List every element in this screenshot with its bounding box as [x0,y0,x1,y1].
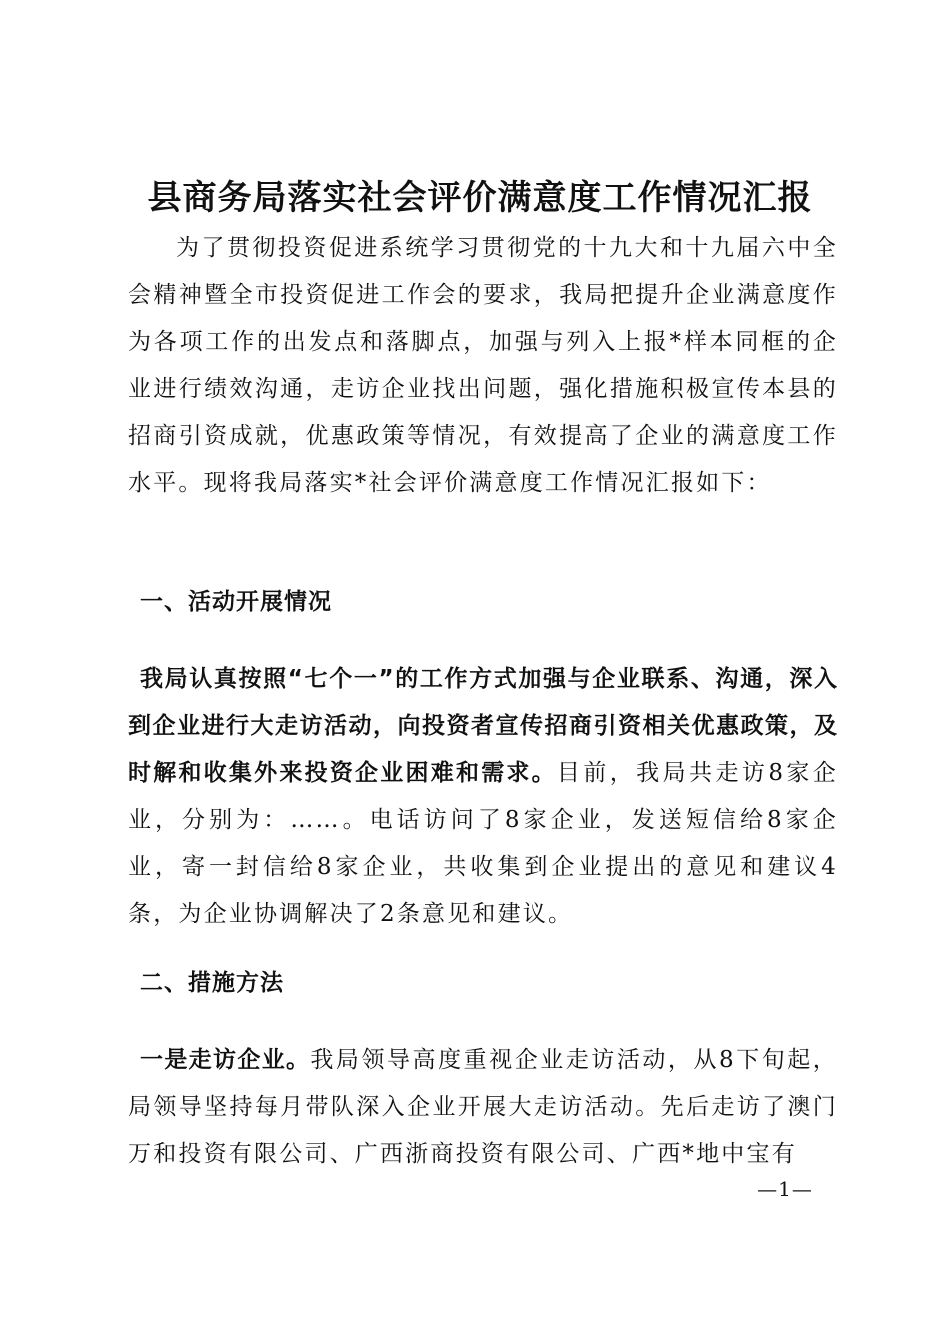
measures-body-text: 我局领导高度重视企业走访活动，从8下旬起，局领导坚持每月带队深入企业开展大走访活动。先后走访了澳门万和投资有限公司、广西浙商投资有限公司、广西*地中宝有 [128,1047,838,1167]
page-number: —1— [757,1177,813,1201]
activities-paragraph [128,656,838,938]
activities-body-text: 目前，我局共走访8家企业，分别为：……。电话访问了8家企业，发送短信给8家企业，寄一封信给8家企业，共收集到企业提出的意见和建议4条，为企业协调解决了2条意见和建议。 [128,760,839,927]
intro-paragraph: 为了贯彻投资促进系统学习贯彻党的十九大和十九届六中全会精神暨全市投资促进工作会的要求，我局把提升企业满意度作为各项工作的出发点和落脚点，加强与列入上报*样本同框的企业进行绩效沟通，走访企业找出问题，强化措施积极宣传本县的招商引资成就，优惠政策等情况，有效提高了企业的满意度工作水平。现将我局落实*社会评价满意度工作情况汇报如下： [128,235,838,496]
measures-paragraph [128,1037,838,1178]
section-heading-activities: 一、活动开展情况 [140,589,332,615]
measures-lead-text: 一是走访企业。 [140,1047,311,1073]
activities-lead-text: 我局认真按照“七个一”的工作方式加强与企业联系、沟通，深入到企业进行大走访活动，向投资者宣传招商引资相关优惠政策，及时解和收集外来投资企业困难和需求。 [128,666,838,786]
section-heading-measures: 二、措施方法 [140,970,284,996]
document-title: 县商务局落实社会评价满意度工作情况汇报 [147,178,813,218]
